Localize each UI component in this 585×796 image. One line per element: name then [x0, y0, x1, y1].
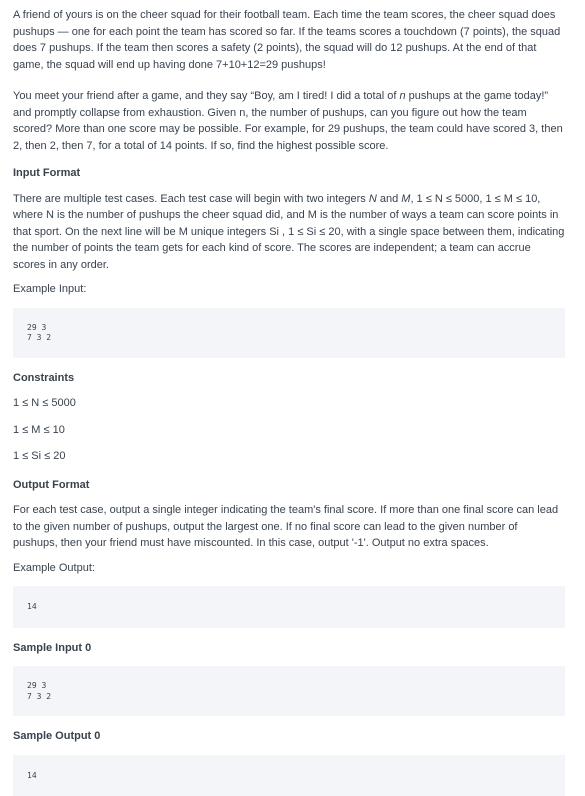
example-output-code-block: 14	[13, 586, 565, 628]
constraint-m: 1 ≤ M ≤ 10	[13, 422, 565, 439]
constraint-si: 1 ≤ Si ≤ 20	[13, 448, 565, 465]
sample-output-code-block: 14	[13, 755, 565, 796]
example-output-label: Example Output:	[13, 560, 565, 577]
sample-input-heading: Sample Input 0	[13, 640, 565, 657]
intro-p2-text-start: You meet your friend after a game, and they say “Boy, am I tired! I did a total of	[13, 90, 399, 102]
constraint-n: 1 ≤ N ≤ 5000	[13, 395, 565, 412]
intro-paragraph-2	[13, 88, 565, 154]
intro-paragraph-1: A friend of yours is on the cheer squad for their football team. Each time the team scores, the cheer squad does pushups — one for each point the team has scored so far. If the teams scores a touchdown (7 points), the squad does 7 pushups. If the team then scores a safety (2 points), the squad will do 12 pushups. At the end of that game, the squad will end up having done 7+10+12=29 pushups!	[13, 7, 565, 73]
intro-p2-text-end: pushups at the game today!” and promptly collapse from exhaustion. Given n, the number of pushups, can you figure out how the team scored? More than one score may be possible. For example, for 29 pushups, the team could have scored 3, then 2, then 2, then 7, for a total of 14 points. If so, find the highest possible score.	[13, 90, 563, 152]
input-format-heading: Input Format	[13, 165, 565, 182]
input-format-variable-n: N	[369, 193, 377, 205]
sample-input-code-block: 29 3 7 3 2	[13, 666, 565, 716]
example-input-label: Example Input:	[13, 281, 565, 298]
constraints-heading: Constraints	[13, 370, 565, 387]
output-format-text: For each test case, output a single integer indicating the team's final score. If more than one final score can lead to the given number of pushups, output the largest one. If no final score can lead to the given number of pushups, then your friend must have miscounted. In this case, output '-1'. Output no extra spaces.	[13, 502, 565, 552]
output-format-heading: Output Format	[13, 477, 565, 494]
intro-p2-variable-n: n	[399, 90, 405, 102]
input-format-text	[13, 191, 565, 274]
input-format-text-start: There are multiple test cases. Each test case will begin with two integers	[13, 193, 369, 205]
input-format-and: and	[377, 193, 401, 205]
input-format-variable-m: M	[401, 193, 410, 205]
sample-output-heading: Sample Output 0	[13, 728, 565, 745]
example-input-code-block: 29 3 7 3 2	[13, 308, 565, 358]
input-format-text-end: , 1 ≤ N ≤ 5000, 1 ≤ M ≤ 10, where N is the number of pushups the cheer squad did, and M is the number of ways a team can score points in that sport. On the next line will be M unique integers Si , 1 ≤ Si ≤ 20, with a single space between them, indicating the number of points the team gets for each kind of score. The scores are independent; a team can accrue scores in any order.	[13, 193, 564, 271]
